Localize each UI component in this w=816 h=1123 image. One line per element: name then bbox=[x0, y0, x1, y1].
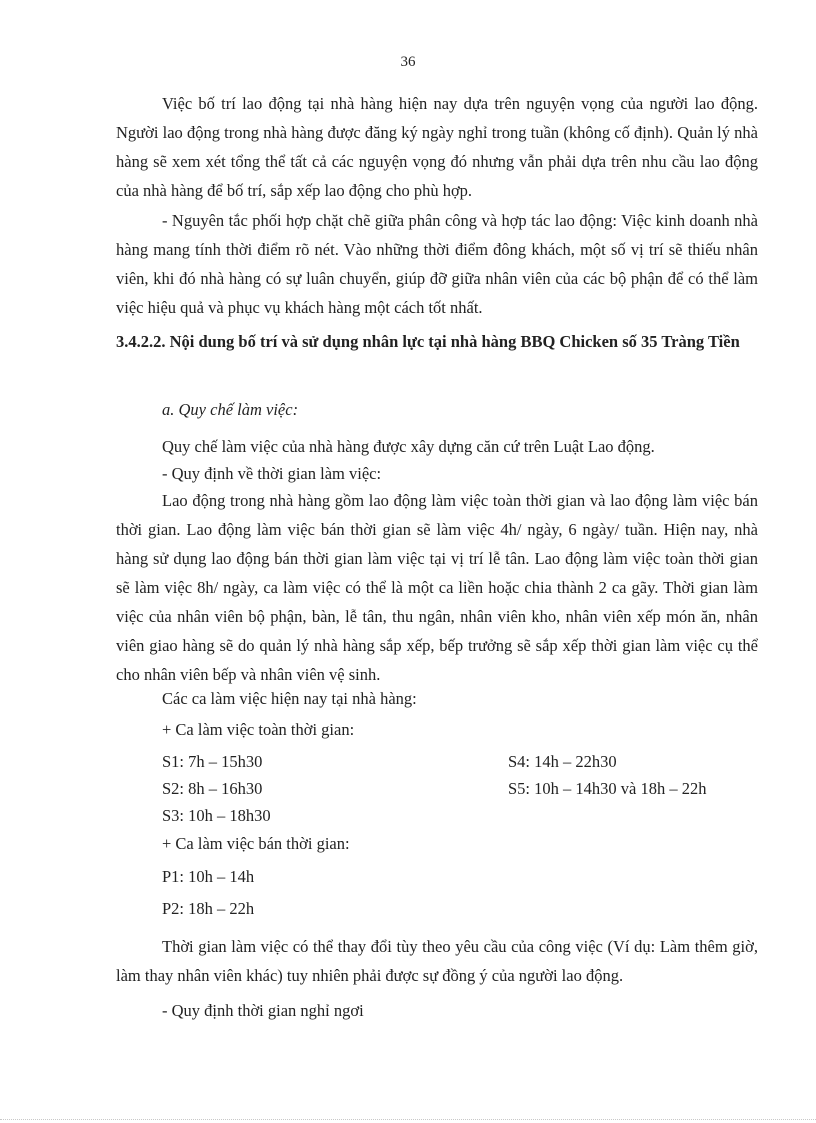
paragraph-coordination-principle: - Nguyên tắc phối hợp chặt chẽ giữa phân công và hợp tác lao động: Việc kinh doanh nhà hàng mang tính thời điểm rõ nét. Vào những thời điểm đông khách, một số vị trí sẽ thiếu nhân viên, khi đó nhà hàng có sự luân chuyển, giúp đỡ giữa nhân viên của các bộ phận để có thể làm việc hiệu quả và phục vụ khách hàng một cách tốt nhất. bbox=[116, 211, 758, 317]
shift-s3: S3: 10h – 18h30 bbox=[162, 806, 271, 825]
shift-s4: S4: 14h – 22h30 bbox=[508, 752, 617, 771]
paragraph-current-shifts: Các ca làm việc hiện nay tại nhà hàng: bbox=[162, 689, 417, 708]
paragraph-shift-changes: Thời gian làm việc có thể thay đổi tùy theo yêu cầu của công việc (Ví dụ: Làm thêm giờ, làm thay nhân viên khác) tuy nhiên phải được sự đồng ý của người lao động. bbox=[116, 937, 758, 985]
paragraph-labor-arrangement: Việc bố trí lao động tại nhà hàng hiện nay dựa trên nguyện vọng của người lao động. Người lao động trong nhà hàng được đăng ký ngày nghỉ trong tuần (không cố định). Quản lý nhà hàng sẽ xem xét tổng thể tất cả các nguyện vọng đó nhưng vẫn phải dựa trên nhu cầu lao động của nhà hàng để bố trí, sắp xếp lao động cho phù hợp. bbox=[116, 94, 758, 200]
paragraph-labor-types: Lao động trong nhà hàng gồm lao động làm việc toàn thời gian và lao động làm việc bán thời gian. Lao động làm việc bán thời gian sẽ làm việc 4h/ ngày, 6 ngày/ tuần. Hiện nay, nhà hàng sử dụng lao động bán thời gian làm việc tại vị trí lễ tân. Lao động làm việc toàn thời gian sẽ làm việc 8h/ ngày, ca làm việc có thể là một ca liền hoặc chia thành 2 ca gãy. Thời gian làm việc của nhân viên bộ phận, bàn, lễ tân, thu ngân, nhân viên kho, nhân viên xếp món ăn, nhân viên giao hàng sẽ do quản lý nhà hàng sắp xếp, bếp trưởng sẽ sắp xếp thời gian làm việc cụ thể cho nhân viên bếp và nhân viên vệ sinh. bbox=[116, 491, 758, 684]
subheading-work-regulations: a. Quy chế làm việc: bbox=[162, 400, 299, 419]
shift-s2: S2: 8h – 16h30 bbox=[162, 779, 263, 798]
paragraph-rest-time-rule: - Quy định thời gian nghỉ ngơi bbox=[162, 1001, 364, 1020]
shift-p2: P2: 18h – 22h bbox=[162, 899, 255, 918]
paragraph-regulation-basis: Quy chế làm việc của nhà hàng được xây dựng căn cứ trên Luật Lao động. bbox=[162, 437, 655, 456]
page-bottom-border bbox=[0, 1119, 816, 1120]
parttime-shifts-label: + Ca làm việc bán thời gian: bbox=[162, 834, 350, 853]
shift-p1: P1: 10h – 14h bbox=[162, 867, 255, 886]
fulltime-shifts-label: + Ca làm việc toàn thời gian: bbox=[162, 720, 355, 739]
page-number: 36 bbox=[400, 54, 416, 70]
shift-s5: S5: 10h – 14h30 và 18h – 22h bbox=[508, 779, 707, 798]
section-heading: 3.4.2.2. Nội dung bố trí và sử dụng nhân lực tại nhà hàng BBQ Chicken số 35 Tràng Tiền bbox=[116, 332, 740, 351]
paragraph-working-time-rule: - Quy định về thời gian làm việc: bbox=[162, 464, 382, 483]
shift-s1: S1: 7h – 15h30 bbox=[162, 752, 263, 771]
